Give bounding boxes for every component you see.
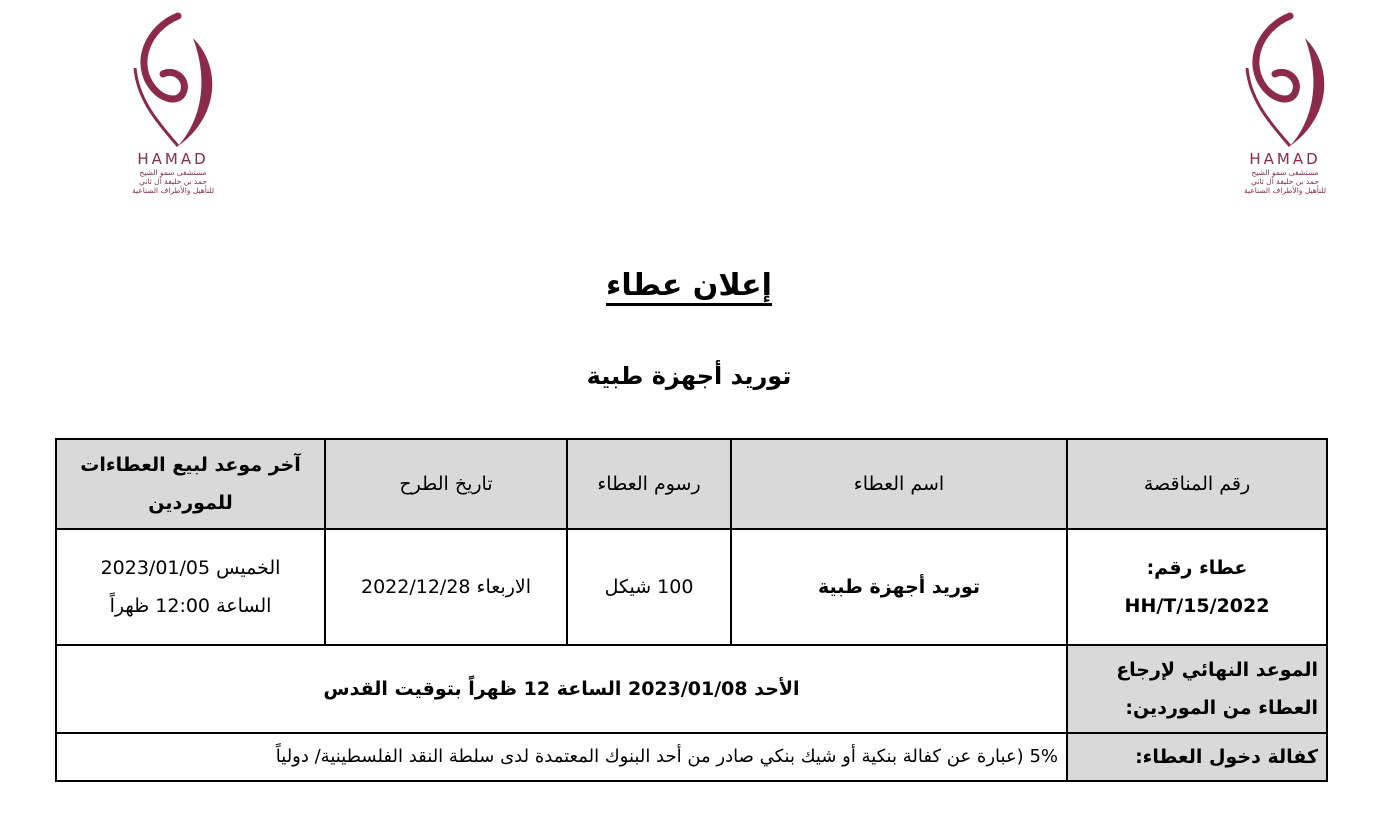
header-issue-date: تاريخ الطرح [325,439,567,529]
table-header-row [56,439,1327,529]
cell-fees: 100 شيكل [567,529,731,645]
guarantee-row [56,733,1327,781]
logo-brand: HAMAD [1249,150,1321,168]
logo-line: للتأهيل والأطراف الصناعية [1243,186,1327,195]
guarantee-label: كفالة دخول العطاء: [1067,733,1327,781]
hamad-logo-left [118,8,228,208]
last-sale-date: الخميس 2023/01/05 [100,557,281,579]
last-sale-time: الساعة 12:00 ظهراً [109,595,272,617]
hamad-emblem-icon [123,8,223,148]
logo-line: مستشفى سمو الشيخ [139,168,207,177]
header-fees: رسوم العطاء [567,439,731,529]
announcement-title: إعلان عطاء [606,268,772,303]
logo-brand: HAMAD [137,150,209,168]
logo-line: للتأهيل والأطراف الصناعية [131,186,215,195]
hamad-emblem-icon [1235,8,1335,148]
cell-tender-name: توريد أجهزة طبية [731,529,1067,645]
hamad-logo-right [1230,8,1340,208]
tender-table [55,438,1328,782]
logo-line: حمد بن خليفة آل ثاني [139,177,207,186]
logo-line: مستشفى سمو الشيخ [1251,168,1319,177]
logo-line: حمد بن خليفة آل ثاني [1251,177,1319,186]
deadline-row [56,645,1327,733]
cell-last-sale [56,529,325,645]
deadline-value: الأحد 2023/01/08 الساعة 12 ظهراً بتوقيت القدس [56,645,1067,733]
header-last-sale-date: آخر موعد لبيع العطاءات للموردين [56,439,325,529]
tender-number-value: HH/T/15/2022 [1124,595,1270,617]
guarantee-value: 5% (عبارة عن كفالة بنكية أو شيك بنكي صادر من أحد البنوك المعتمدة لدى سلطة النقد الفلسطينية/ دولياً [56,733,1067,781]
tender-number-label: عطاء رقم: [1146,557,1248,579]
table-row [56,529,1327,645]
header-tender-name: اسم العطاء [731,439,1067,529]
header-tender-number: رقم المناقصة [1067,439,1327,529]
deadline-label: الموعد النهائي لإرجاع العطاء من الموردين: [1067,645,1327,733]
announcement-subtitle: توريد أجهزة طبية [586,362,792,390]
cell-issue-date: الاربعاء 2022/12/28 [325,529,567,645]
cell-tender-number [1067,529,1327,645]
